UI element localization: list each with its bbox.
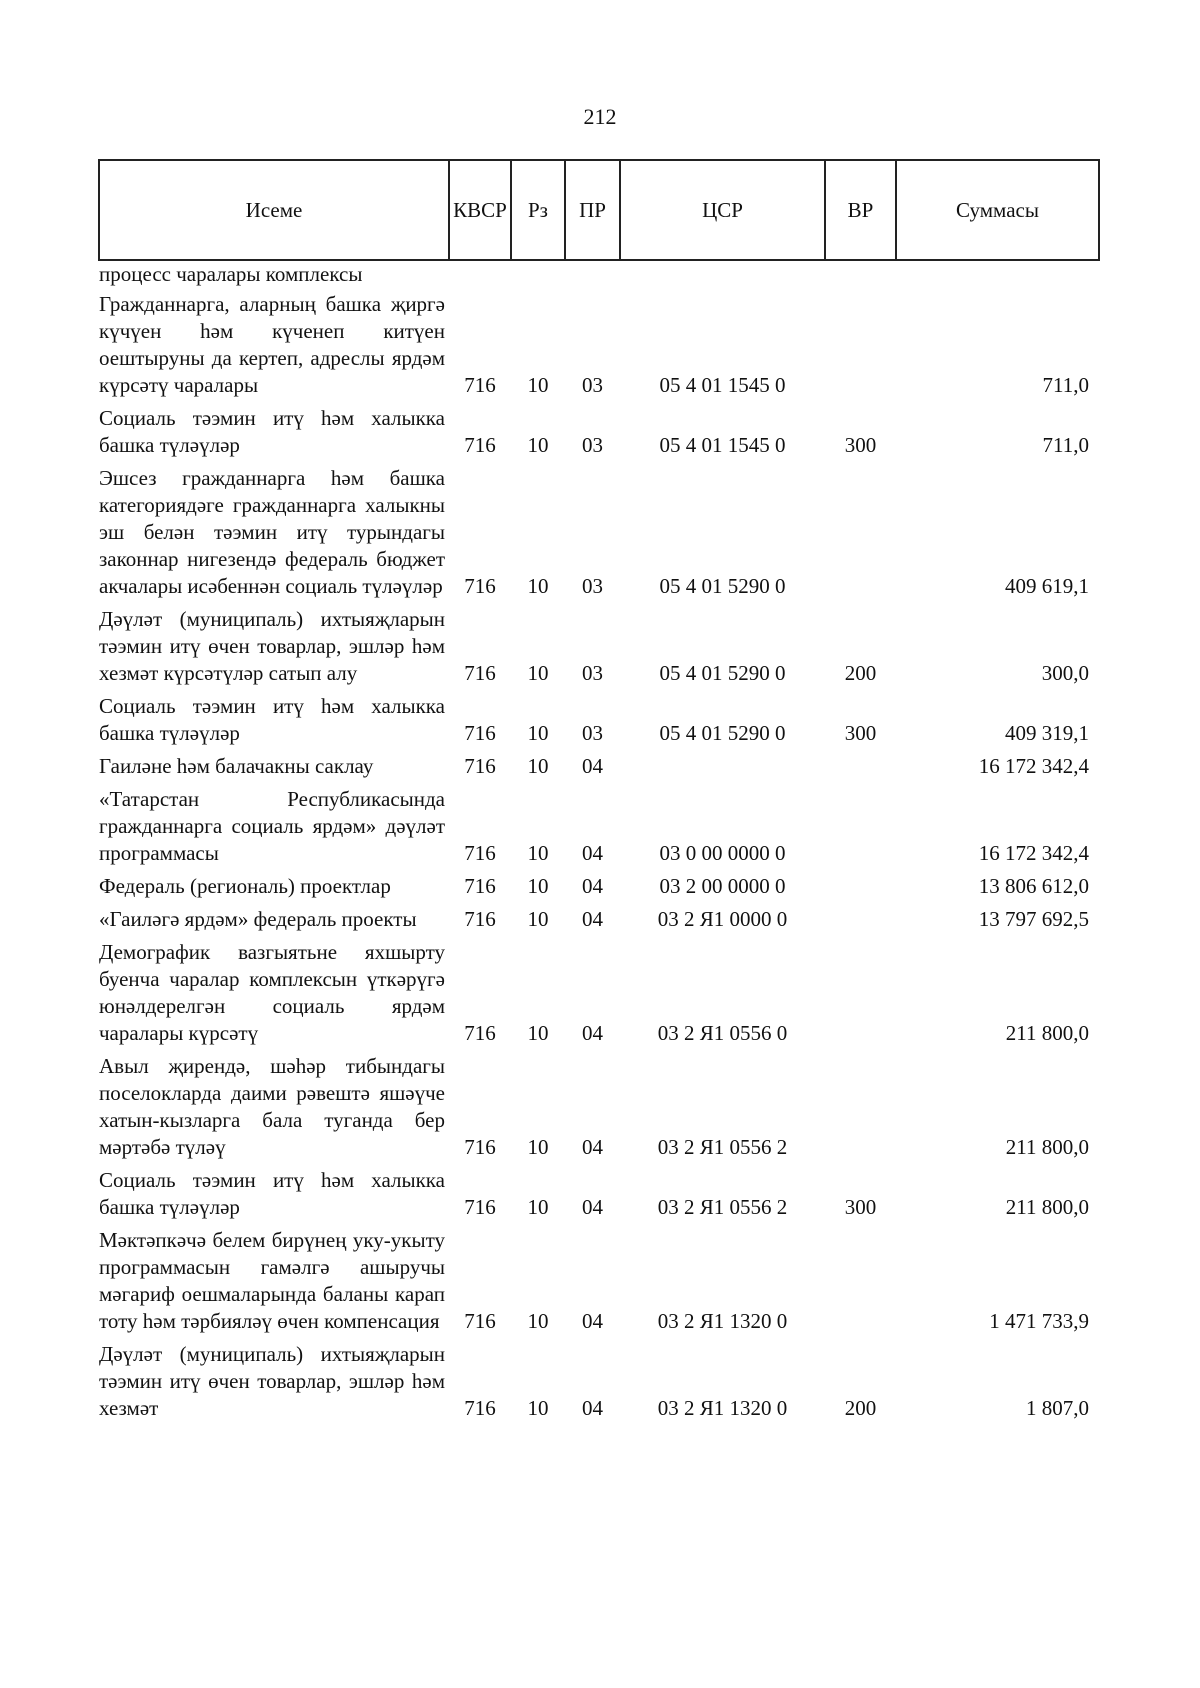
row-rz: 10 xyxy=(527,433,549,457)
row-kvsr: 716 xyxy=(464,1135,496,1159)
row-name: Гражданнарга, аларның башка җиргә күчүен һәм күченеп китүен оештыруны да кертеп, адреслы ярдәм күрсәтү чаралары xyxy=(99,292,445,397)
row-pr: 03 xyxy=(582,661,603,685)
row-csr: 03 2 00 0000 0 xyxy=(659,874,786,898)
row-name: процесс чаралары комплексы xyxy=(99,262,363,286)
row-sum: 16 172 342,4 xyxy=(978,841,1089,865)
header-name: Исеме xyxy=(99,160,449,260)
row-sum: 1 471 733,9 xyxy=(989,1309,1089,1333)
row-csr xyxy=(620,260,825,288)
row-vr xyxy=(825,1050,896,1164)
row-sum: 211 800,0 xyxy=(1005,1021,1089,1045)
row-vr xyxy=(825,462,896,603)
row-csr: 03 2 Я1 0000 0 xyxy=(657,907,788,931)
row-pr: 04 xyxy=(582,1021,603,1045)
row-pr: 04 xyxy=(582,1309,603,1333)
header-sum: Суммасы xyxy=(896,160,1099,260)
row-name: Гаиләне һәм балачакны саклау xyxy=(99,754,374,778)
row-name: Авыл җирендә, шәһәр тибындагы поселокларда даими рәвештә яшәүче хатын-кызларга бала туганда бер мәртәбә түләү xyxy=(99,1054,445,1159)
row-pr: 03 xyxy=(582,433,603,457)
row-vr: 200 xyxy=(844,1396,877,1420)
row-rz: 10 xyxy=(527,1195,549,1219)
row-csr: 03 2 Я1 1320 0 xyxy=(657,1309,788,1333)
row-sum: 16 172 342,4 xyxy=(978,754,1089,778)
row-rz: 10 xyxy=(527,1021,549,1045)
row-rz: 10 xyxy=(527,574,549,598)
table-row xyxy=(99,870,1099,903)
table-row xyxy=(99,903,1099,936)
table-row xyxy=(99,1338,1099,1425)
row-kvsr: 716 xyxy=(464,574,496,598)
row-name: Мәктәпкәчә белем бирүнең уку-укыту программасын гамәлгә ашыручы мәгариф оешмаларында баланы карап тоту һәм тәрбияләү өчен компенсация xyxy=(99,1228,445,1333)
row-kvsr: 716 xyxy=(464,754,496,778)
page-number: 212 xyxy=(583,104,617,129)
row-sum: 211 800,0 xyxy=(1005,1195,1089,1219)
row-kvsr: 716 xyxy=(464,1195,496,1219)
row-kvsr: 716 xyxy=(464,841,496,865)
budget-table xyxy=(98,159,1100,1425)
row-rz: 10 xyxy=(527,1309,549,1333)
row-kvsr: 716 xyxy=(464,433,496,457)
row-pr: 03 xyxy=(582,373,603,397)
row-rz: 10 xyxy=(527,841,549,865)
table-row xyxy=(99,462,1099,603)
row-kvsr: 716 xyxy=(464,373,496,397)
row-name: Дәүләт (муниципаль) ихтыяҗларын тәэмин итү өчен товарлар, эшләр һәм хезмәт xyxy=(99,1342,445,1420)
row-pr: 04 xyxy=(582,754,603,778)
row-vr xyxy=(825,288,896,402)
row-rz: 10 xyxy=(527,721,549,745)
row-vr: 300 xyxy=(844,721,877,745)
row-csr xyxy=(620,750,825,783)
row-vr xyxy=(825,750,896,783)
table-row xyxy=(99,402,1099,462)
row-name: Социаль тәэмин итү һәм халыкка башка түләүләр xyxy=(99,406,445,457)
row-kvsr: 716 xyxy=(464,874,496,898)
row-vr xyxy=(825,870,896,903)
row-kvsr: 716 xyxy=(464,1396,496,1420)
row-pr: 04 xyxy=(582,841,603,865)
row-sum: 1 807,0 xyxy=(1026,1396,1089,1420)
row-rz: 10 xyxy=(527,661,549,685)
row-sum: 13 797 692,5 xyxy=(978,907,1089,931)
row-sum: 211 800,0 xyxy=(1005,1135,1089,1159)
row-pr: 04 xyxy=(582,907,603,931)
row-sum: 711,0 xyxy=(1042,373,1089,397)
row-csr: 05 4 01 1545 0 xyxy=(659,433,786,457)
table-row xyxy=(99,603,1099,690)
header-vr: ВР xyxy=(825,160,896,260)
row-rz: 10 xyxy=(527,874,549,898)
row-sum: 13 806 612,0 xyxy=(978,874,1089,898)
row-csr: 03 0 00 0000 0 xyxy=(659,841,786,865)
row-rz: 10 xyxy=(527,373,549,397)
row-name: Дәүләт (муниципаль) ихтыяҗларын тәэмин итү өчен товарлар, эшләр һәм хезмәт күрсәтүләр сатып алу xyxy=(99,607,445,685)
row-kvsr: 716 xyxy=(464,721,496,745)
row-csr: 03 2 Я1 0556 2 xyxy=(657,1195,788,1219)
row-pr xyxy=(565,260,620,288)
row-rz: 10 xyxy=(527,1135,549,1159)
table-row xyxy=(99,690,1099,750)
row-sum: 409 619,1 xyxy=(1005,574,1089,598)
row-vr xyxy=(825,1224,896,1338)
row-rz: 10 xyxy=(527,907,549,931)
row-csr: 03 2 Я1 0556 0 xyxy=(657,1021,788,1045)
row-kvsr xyxy=(449,260,511,288)
row-kvsr: 716 xyxy=(464,1021,496,1045)
row-pr: 03 xyxy=(582,574,603,598)
row-name: Социаль тәэмин итү һәм халыкка башка түләүләр xyxy=(99,694,445,745)
row-vr xyxy=(825,936,896,1050)
row-csr: 03 2 Я1 0556 2 xyxy=(657,1135,788,1159)
table-header xyxy=(99,160,1099,260)
row-pr: 03 xyxy=(582,721,603,745)
table-row xyxy=(99,1164,1099,1224)
header-kvsr: КВСР xyxy=(449,160,511,260)
row-sum: 300,0 xyxy=(1041,661,1089,685)
header-pr: ПР xyxy=(565,160,620,260)
row-sum: 711,0 xyxy=(1042,433,1089,457)
row-vr: 200 xyxy=(844,661,877,685)
row-kvsr: 716 xyxy=(464,1309,496,1333)
table-row xyxy=(99,288,1099,402)
row-sum: 409 319,1 xyxy=(1005,721,1089,745)
row-name: Федераль (региональ) проектлар xyxy=(99,874,391,898)
table-row xyxy=(99,750,1099,783)
row-name: Демографик вазгыятьне яхшырту буенча чаралар комплексын үткәрүгә юнәлдерелгән социаль ярдәм чаралары күрсәтү xyxy=(99,940,445,1045)
row-csr: 03 2 Я1 1320 0 xyxy=(657,1396,788,1420)
row-pr: 04 xyxy=(582,874,603,898)
row-name: «Гаиләгә ярдәм» федераль проекты xyxy=(99,907,417,931)
row-vr xyxy=(825,783,896,870)
table-body xyxy=(99,260,1099,1425)
row-name: Социаль тәэмин итү һәм халыкка башка түләүләр xyxy=(99,1168,445,1219)
table-row xyxy=(99,1224,1099,1338)
row-name: «Татарстан Республикасында гражданнарга социаль ярдәм» дәүләт программасы xyxy=(99,787,445,865)
row-pr: 04 xyxy=(582,1135,603,1159)
row-rz: 10 xyxy=(527,754,549,778)
row-csr: 05 4 01 1545 0 xyxy=(659,373,786,397)
row-vr: 300 xyxy=(844,433,877,457)
row-pr: 04 xyxy=(582,1195,603,1219)
row-kvsr: 716 xyxy=(464,907,496,931)
row-rz xyxy=(511,260,565,288)
row-vr xyxy=(825,903,896,936)
table-row xyxy=(99,260,1099,288)
row-sum xyxy=(896,260,1099,288)
table-row xyxy=(99,936,1099,1050)
row-kvsr: 716 xyxy=(464,661,496,685)
header-rz: Рз xyxy=(511,160,565,260)
row-name: Эшсез гражданнарга һәм башка категориядәге гражданнарга халыкны эш белән тәэмин итү турындагы законнар нигезендә федераль бюджет акчалары исәбеннән социаль түләүләр xyxy=(99,466,445,598)
row-rz: 10 xyxy=(527,1396,549,1420)
row-vr xyxy=(825,260,896,288)
row-csr: 05 4 01 5290 0 xyxy=(659,661,786,685)
table-row xyxy=(99,783,1099,870)
row-csr: 05 4 01 5290 0 xyxy=(659,721,786,745)
row-pr: 04 xyxy=(582,1396,603,1420)
row-csr: 05 4 01 5290 0 xyxy=(659,574,786,598)
row-vr: 300 xyxy=(844,1195,877,1219)
table-row xyxy=(99,1050,1099,1164)
header-csr: ЦСР xyxy=(620,160,825,260)
